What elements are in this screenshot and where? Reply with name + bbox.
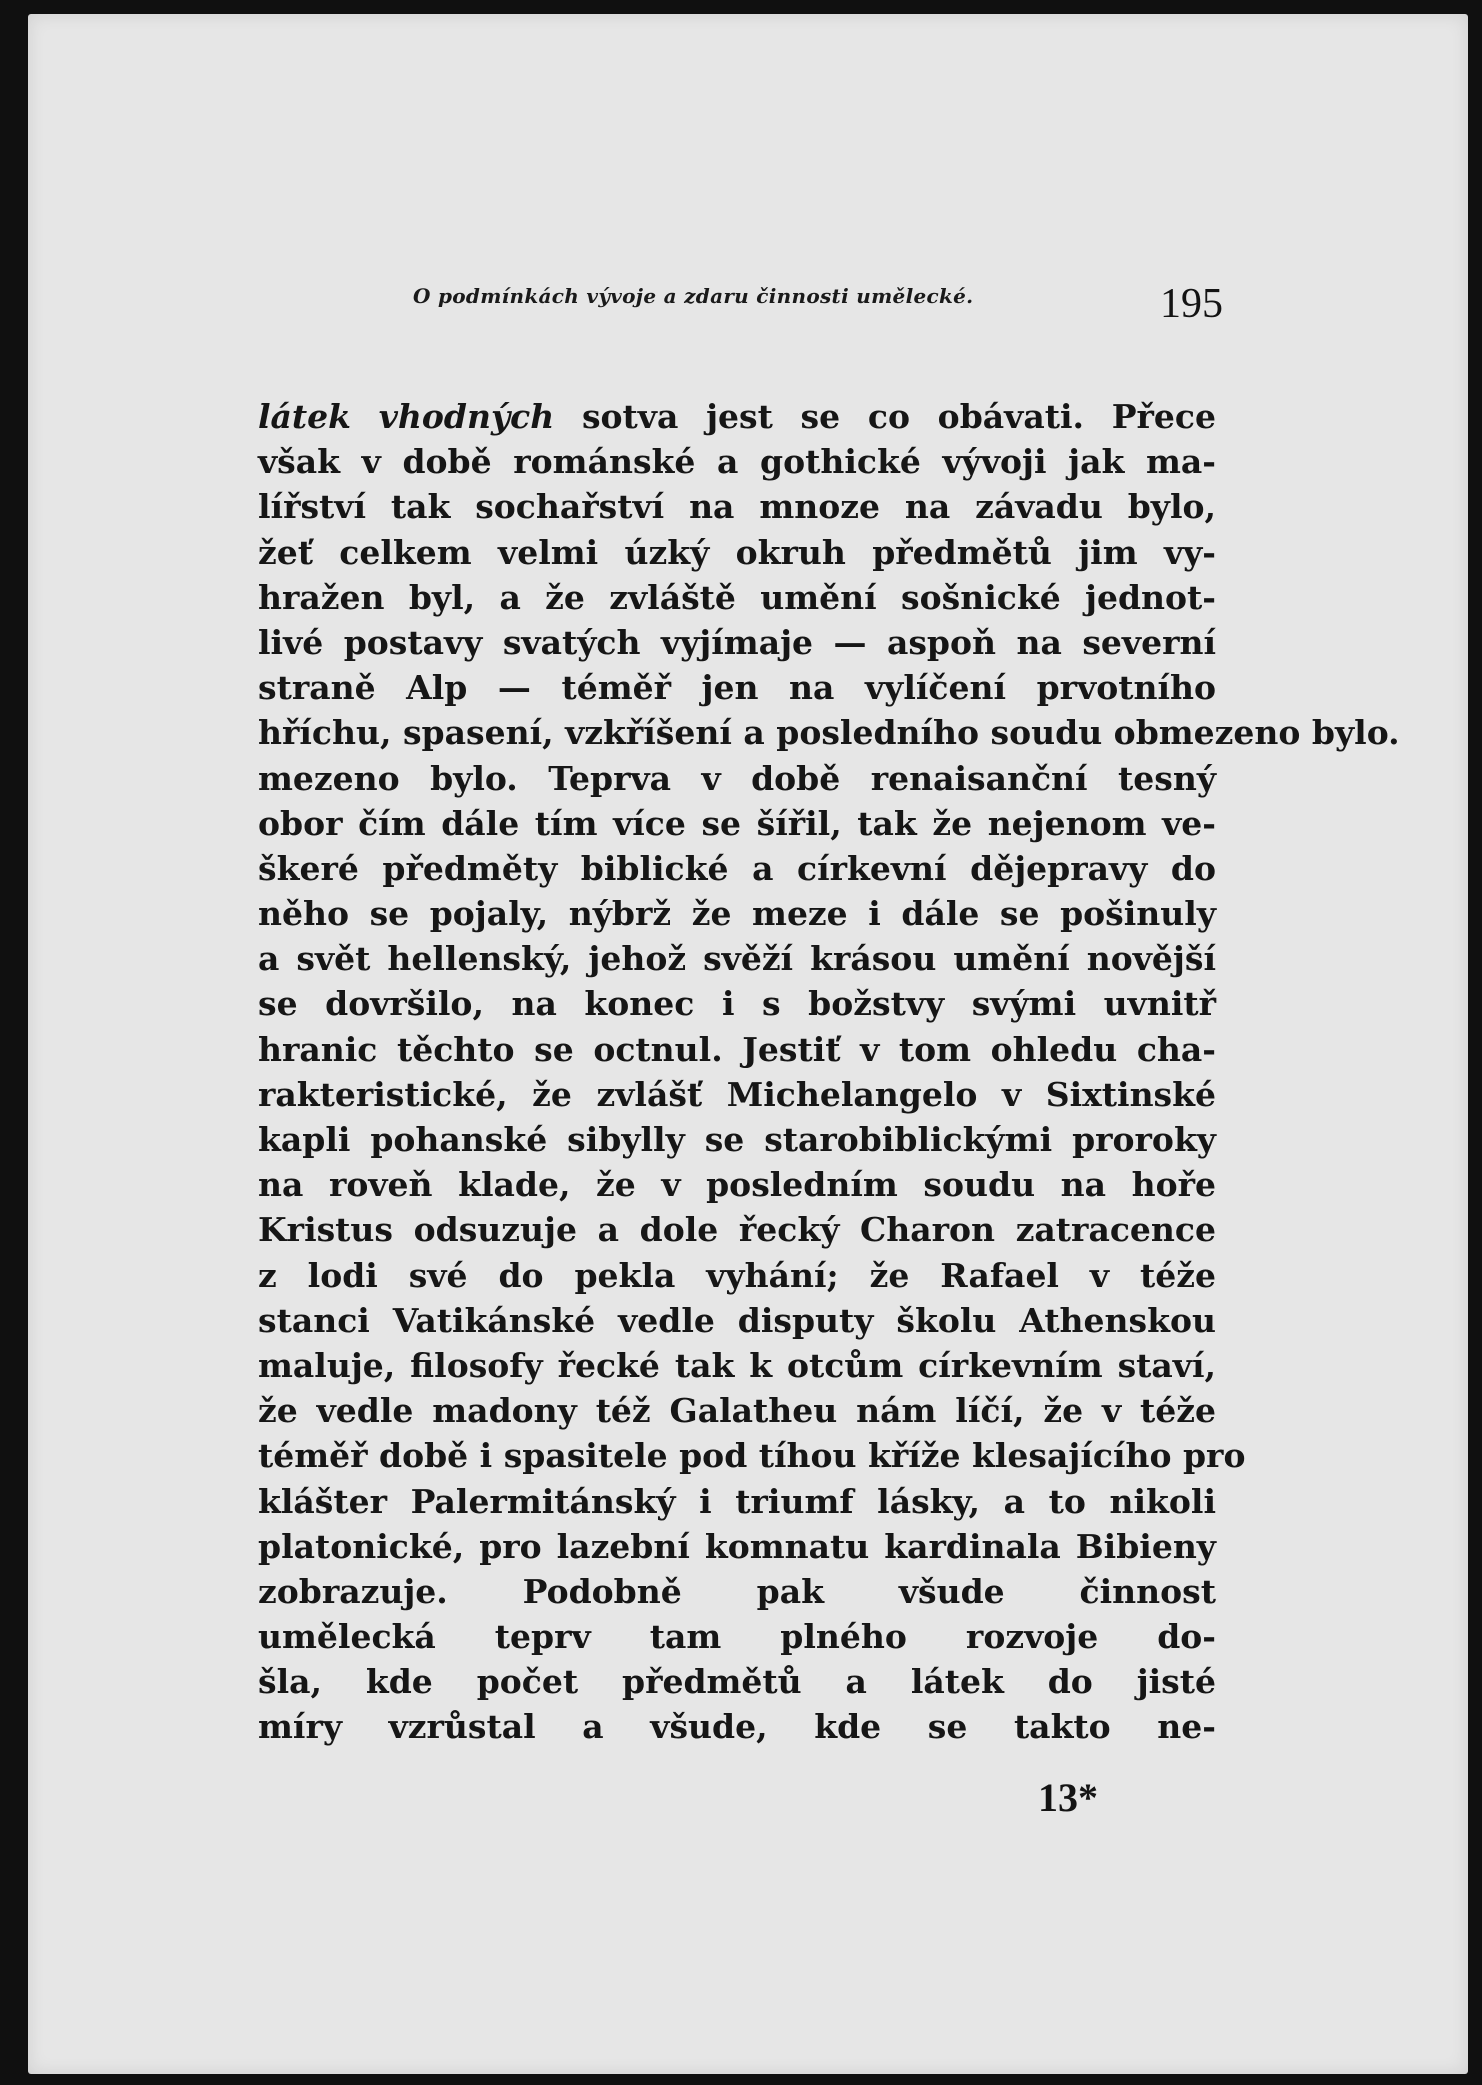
- text-line: hražen byl, a že zvláště umění sošnické jednot-: [258, 577, 1216, 617]
- text-line: umělecká teprv tam plného rozvoje do-: [258, 1617, 1216, 1657]
- text-line: lířství tak sochařství na mnoze na závadu bylo,: [258, 487, 1216, 527]
- page-number: 195: [1160, 281, 1223, 327]
- text-line: něho se pojaly, nýbrž že meze i dále se pošinuly: [258, 894, 1216, 934]
- text-line: kapli pohanské sibylly se starobiblickými proroky: [258, 1120, 1216, 1159]
- text-line: mezeno bylo. Teprva v době renaisanční tesný: [258, 758, 1216, 798]
- text-line: straně Alp — téměř jen na vylíčení prvotního: [258, 668, 1216, 708]
- text-line: se dovršilo, na konec i s božstvy svými uvnitř: [258, 984, 1216, 1024]
- running-title: O podmínkách vývoje a zdaru činnosti umělecké.: [413, 284, 974, 308]
- text-line: zobrazuje. Podobně pak všude činnost: [258, 1571, 1216, 1611]
- text-line: téměř době i spasitele pod tíhou kříže klesajícího pro: [258, 1436, 1246, 1476]
- text-line: maluje, filosofy řecké tak k otcům církevním staví,: [258, 1345, 1216, 1385]
- page-header: [383, 266, 1223, 336]
- text-line: platonické, pro lazební komnatu kardinala Bibieny: [258, 1526, 1216, 1566]
- text-line: míry vzrůstal a všude, kde se takto ne-: [258, 1707, 1216, 1747]
- text-line: a svět hellenský, jehož svěží krásou umění novější: [258, 939, 1216, 979]
- body-text: [258, 394, 1400, 1750]
- text-line: škeré předměty biblické a církevní dějepravy do: [258, 848, 1216, 888]
- emphasized-phrase: látek vhodných: [258, 397, 555, 436]
- text-line: [258, 394, 1216, 439]
- text-line: klášter Palermitánský i triumf lásky, a to nikoli: [258, 1481, 1216, 1521]
- text-line: hranic těchto se octnul. Jestiť v tom ohledu cha-: [258, 1029, 1216, 1069]
- text-line: Kristus odsuzuje a dole řecký Charon zatracence: [258, 1210, 1216, 1250]
- text-line: žeť celkem velmi úzký okruh předmětů jim vy-: [258, 532, 1216, 572]
- text-line: však v době románské a gothické vývoji jak ma-: [258, 442, 1216, 482]
- text-line: stanci Vatikánské vedle disputy školu Athenskou: [258, 1300, 1216, 1340]
- text-line: že vedle madony též Galatheu nám líčí, že v téže: [258, 1391, 1216, 1431]
- text-line: šla, kde počet předmětů a látek do jisté: [258, 1662, 1216, 1702]
- text-line: rakteristické, že zvlášť Michelangelo v Sixtinské: [258, 1074, 1216, 1114]
- book-page: [28, 14, 1468, 2074]
- text-line: livé postavy svatých vyjímaje — aspoň na severní: [258, 622, 1216, 662]
- signature-mark: 13*: [1038, 1775, 1098, 1820]
- text-line: hříchu, spasení, vzkříšení a posledního soudu obmezeno bylo.: [258, 713, 1400, 753]
- text-line: obor čím dále tím více se šířil, tak že nejenom ve-: [258, 803, 1216, 843]
- text-line: na roveň klade, že v posledním soudu na hoře: [258, 1165, 1216, 1205]
- text-line-rest: sotva jest se co obávati. Přece: [554, 397, 1216, 436]
- text-line: z lodi své do pekla vyhání; že Rafael v téže: [258, 1255, 1216, 1295]
